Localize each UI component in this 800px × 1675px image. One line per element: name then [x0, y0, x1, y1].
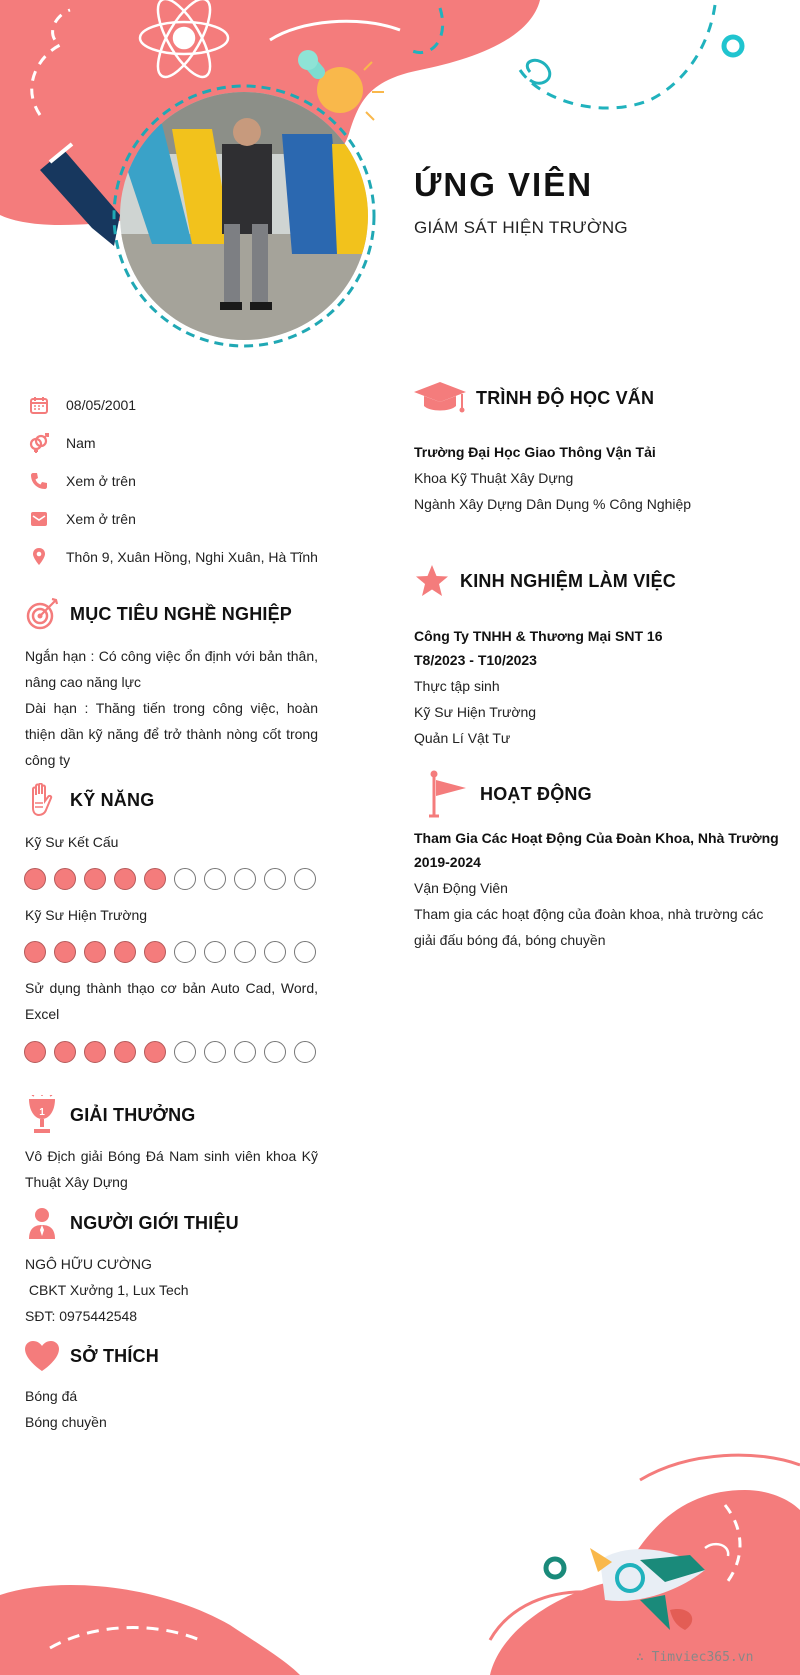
rating-dot-filled	[84, 1041, 106, 1063]
section-hobbies-title: SỞ THÍCH	[70, 1345, 159, 1366]
section-education-title: TRÌNH ĐỘ HỌC VẤN	[476, 387, 655, 408]
email-icon	[28, 508, 50, 530]
experience-period: T8/2023 - T10/2023	[414, 652, 537, 668]
rating-dot-empty	[264, 868, 286, 890]
trophy-icon	[22, 1095, 62, 1135]
flag-icon	[420, 770, 472, 818]
referee-org: CBKT Xưởng 1, Lux Tech	[25, 1282, 189, 1298]
education-major: Ngành Xây Dựng Dân Dụng % Công Nghiệp	[414, 496, 692, 512]
watermark: ∴ Timviec365.vn	[636, 1650, 754, 1665]
hand-icon	[22, 780, 62, 820]
svg-text:1: 1	[39, 1107, 45, 1118]
rating-dot-filled	[84, 941, 106, 963]
skill-rating	[24, 1041, 316, 1063]
objective-short-term: Ngắn hạn : Có công việc ổn định với bản thân, nâng cao năng lực	[25, 648, 318, 690]
experience-company: Công Ty TNHH & Thương Mại SNT 16	[414, 628, 663, 644]
section-objective-header	[22, 594, 292, 634]
phone-icon	[28, 470, 50, 492]
rating-dot-empty	[174, 1041, 196, 1063]
contact-gender	[28, 424, 358, 462]
rating-dot-filled	[24, 868, 46, 890]
contact-address	[28, 538, 358, 576]
rating-dot-filled	[54, 868, 76, 890]
rating-dot-empty	[204, 1041, 226, 1063]
rating-dot-empty	[264, 1041, 286, 1063]
avatar	[112, 84, 376, 348]
section-skills-header	[22, 780, 154, 820]
education-faculty: Khoa Kỹ Thuật Xây Dựng	[414, 470, 574, 486]
star-icon	[412, 561, 452, 601]
rating-dot-empty	[234, 868, 256, 890]
gender-icon	[28, 432, 50, 454]
skill-rating	[24, 941, 316, 963]
rating-dot-filled	[114, 941, 136, 963]
section-activities-header	[420, 770, 592, 818]
rating-dot-empty	[294, 941, 316, 963]
contact-birthdate	[28, 386, 358, 424]
rating-dot-empty	[174, 941, 196, 963]
skill-name: Kỹ Sư Kết Cấu	[25, 834, 119, 850]
graduation-cap-icon	[412, 378, 468, 418]
rating-dot-filled	[144, 1041, 166, 1063]
rating-dot-empty	[204, 941, 226, 963]
activity-role: Vận Động Viên	[414, 880, 508, 896]
contact-address-value: Thôn 9, Xuân Hồng, Nghi Xuân, Hà Tĩnh	[66, 549, 318, 565]
rating-dot-empty	[234, 1041, 256, 1063]
section-awards-header	[22, 1095, 195, 1135]
target-icon	[22, 594, 62, 634]
rating-dot-filled	[54, 1041, 76, 1063]
skill-rating	[24, 868, 316, 890]
referee-name: NGÔ HỮU CƯỜNG	[25, 1256, 152, 1272]
contact-phone	[28, 462, 358, 500]
person-icon	[22, 1203, 62, 1243]
rating-dot-empty	[294, 1041, 316, 1063]
section-skills-title: KỸ NĂNG	[70, 789, 155, 810]
experience-line: Thực tập sinh	[414, 678, 500, 694]
skill-name: Kỹ Sư Hiện Trường	[25, 907, 148, 923]
rating-dot-empty	[204, 868, 226, 890]
rating-dot-filled	[114, 1041, 136, 1063]
experience-line: Quản Lí Vật Tư	[414, 730, 511, 746]
hobby-item: Bóng chuyền	[25, 1414, 107, 1430]
activity-period: 2019-2024	[414, 854, 481, 870]
contact-info	[28, 386, 358, 576]
activity-org: Tham Gia Các Hoạt Động Của Đoàn Khoa, Nhà Trường	[414, 830, 779, 846]
calendar-icon	[28, 394, 50, 416]
rating-dot-filled	[114, 868, 136, 890]
contact-email	[28, 500, 358, 538]
education-school: Trường Đại Học Giao Thông Vận Tải	[414, 444, 656, 460]
rating-dot-filled	[84, 868, 106, 890]
section-referee-header	[22, 1203, 239, 1243]
rating-dot-filled	[144, 941, 166, 963]
referee-phone: SĐT: 0975442548	[25, 1308, 138, 1324]
hobby-item: Bóng đá	[25, 1388, 78, 1404]
rating-dot-empty	[264, 941, 286, 963]
section-experience-title: KINH NGHIỆM LÀM VIỆC	[460, 570, 677, 591]
rating-dot-filled	[24, 941, 46, 963]
award-text: Vô Địch giải Bóng Đá Nam sinh viên khoa Kỹ Thuật Xây Dựng	[25, 1148, 318, 1190]
contact-phone-value: Xem ở trên	[66, 473, 136, 489]
skill-name: Sử dụng thành thạo cơ bản Auto Cad, Word, Excel	[25, 980, 318, 1022]
section-objective-title: MỤC TIÊU NGHỀ NGHIỆP	[70, 603, 293, 624]
rating-dot-filled	[24, 1041, 46, 1063]
section-awards-title: GIẢI THƯỞNG	[70, 1104, 196, 1125]
rating-dot-empty	[294, 868, 316, 890]
section-experience-header	[412, 561, 676, 601]
heart-icon	[22, 1336, 62, 1376]
rating-dot-empty	[174, 868, 196, 890]
location-pin-icon	[28, 546, 50, 568]
section-referee-title: NGƯỜI GIỚI THIỆU	[70, 1212, 239, 1233]
section-education-header	[412, 378, 654, 418]
rating-dot-filled	[144, 868, 166, 890]
rating-dot-empty	[234, 941, 256, 963]
candidate-position: GIÁM SÁT HIỆN TRƯỜNG	[414, 218, 628, 237]
rating-dot-filled	[54, 941, 76, 963]
activity-desc: Tham gia các hoạt động của đoàn khoa, nhà trường các giải đấu bóng đá, bóng chuyền	[414, 906, 764, 948]
section-activities-title: HOẠT ĐỘNG	[480, 783, 592, 804]
candidate-name: ỨNG VIÊN	[414, 166, 594, 203]
experience-line: Kỹ Sư Hiện Trường	[414, 704, 537, 720]
contact-birthdate-value: 08/05/2001	[66, 397, 137, 413]
section-hobbies-header	[22, 1336, 159, 1376]
contact-email-value: Xem ở trên	[66, 511, 136, 527]
contact-gender-value: Nam	[66, 435, 96, 451]
objective-long-term: Dài hạn : Thăng tiến trong công việc, hoàn thiện dần kỹ năng để trở thành nòng cốt trong công ty	[25, 700, 318, 768]
